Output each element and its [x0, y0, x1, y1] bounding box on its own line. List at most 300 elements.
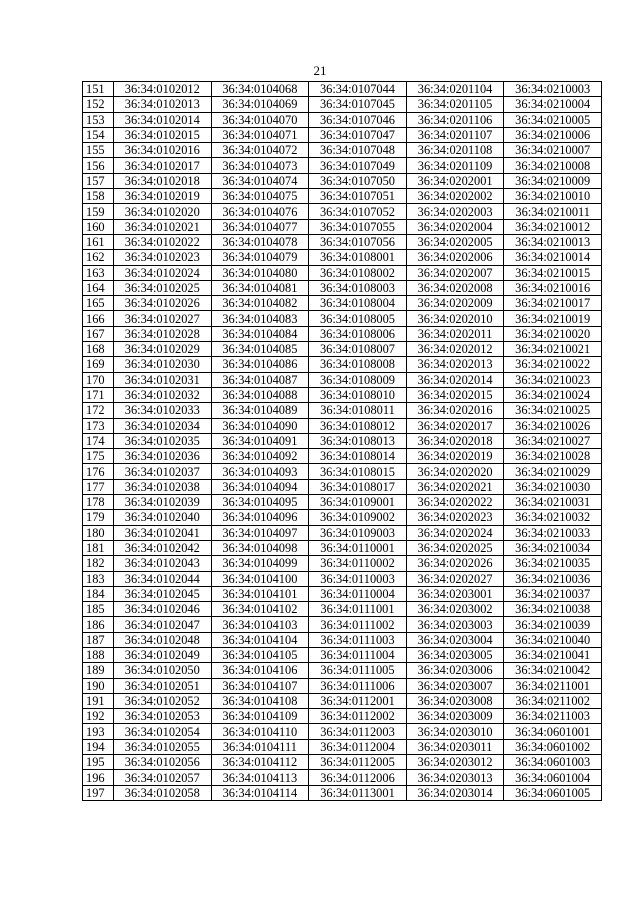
row-number-cell: 173	[83, 418, 114, 433]
table-row	[83, 479, 602, 494]
row-number-cell: 192	[83, 709, 114, 724]
table-row	[83, 173, 602, 188]
cadastral-number-cell: 36:34:0104111	[211, 739, 309, 754]
table-row	[83, 709, 602, 724]
cadastral-number-cell: 36:34:0210025	[504, 403, 602, 418]
cadastral-number-cell: 36:34:0111006	[309, 678, 407, 693]
cadastral-number-cell: 36:34:0104092	[211, 449, 309, 464]
cadastral-number-cell: 36:34:0102023	[114, 250, 212, 265]
table-row	[83, 112, 602, 127]
table-row	[83, 143, 602, 158]
row-number-cell: 166	[83, 311, 114, 326]
row-number-cell: 152	[83, 97, 114, 112]
cadastral-number-cell: 36:34:0203001	[406, 586, 504, 601]
table-row	[83, 189, 602, 204]
cadastral-number-cell: 36:34:0102032	[114, 387, 212, 402]
cadastral-number-cell: 36:34:0107056	[309, 234, 407, 249]
cadastral-number-cell: 36:34:0104090	[211, 418, 309, 433]
table-row	[83, 449, 602, 464]
row-number-cell: 165	[83, 296, 114, 311]
cadastral-number-cell: 36:34:0201109	[406, 158, 504, 173]
cadastral-number-cell: 36:34:0203006	[406, 663, 504, 678]
table-row	[83, 510, 602, 525]
row-number-cell: 174	[83, 433, 114, 448]
cadastral-number-cell: 36:34:0210042	[504, 663, 602, 678]
cadastral-number-cell: 36:34:0202002	[406, 189, 504, 204]
cadastral-number-cell: 36:34:0203010	[406, 724, 504, 739]
cadastral-number-cell: 36:34:0107045	[309, 97, 407, 112]
cadastral-number-cell: 36:34:0104074	[211, 173, 309, 188]
cadastral-number-cell: 36:34:0210038	[504, 602, 602, 617]
cadastral-number-cell: 36:34:0112001	[309, 693, 407, 708]
cadastral-number-cell: 36:34:0210024	[504, 387, 602, 402]
cadastral-number-cell: 36:34:0210032	[504, 510, 602, 525]
cadastral-number-cell: 36:34:0210033	[504, 525, 602, 540]
cadastral-number-cell: 36:34:0102057	[114, 770, 212, 785]
row-number-cell: 162	[83, 250, 114, 265]
table-row	[83, 296, 602, 311]
cadastral-number-cell: 36:34:0102016	[114, 143, 212, 158]
cadastral-number-cell: 36:34:0210034	[504, 540, 602, 555]
cadastral-number-cell: 36:34:0107044	[309, 82, 407, 97]
cadastral-quarters-table	[82, 81, 602, 801]
cadastral-number-cell: 36:34:0112005	[309, 755, 407, 770]
row-number-cell: 195	[83, 755, 114, 770]
cadastral-number-cell: 36:34:0211001	[504, 678, 602, 693]
cadastral-number-cell: 36:34:0601001	[504, 724, 602, 739]
table-row	[83, 724, 602, 739]
table-row	[83, 204, 602, 219]
cadastral-number-cell: 36:34:0102018	[114, 173, 212, 188]
cadastral-number-cell: 36:34:0102013	[114, 97, 212, 112]
cadastral-number-cell: 36:34:0202007	[406, 265, 504, 280]
cadastral-number-cell: 36:34:0108015	[309, 464, 407, 479]
cadastral-number-cell: 36:34:0102031	[114, 372, 212, 387]
cadastral-number-cell: 36:34:0102033	[114, 403, 212, 418]
cadastral-number-cell: 36:34:0202019	[406, 449, 504, 464]
cadastral-number-cell: 36:34:0203003	[406, 617, 504, 632]
cadastral-number-cell: 36:34:0210005	[504, 112, 602, 127]
cadastral-number-cell: 36:34:0102039	[114, 495, 212, 510]
table-row	[83, 647, 602, 662]
cadastral-number-cell: 36:34:0210008	[504, 158, 602, 173]
table-row	[83, 82, 602, 97]
row-number-cell: 171	[83, 387, 114, 402]
row-number-cell: 168	[83, 342, 114, 357]
cadastral-number-cell: 36:34:0102043	[114, 556, 212, 571]
table-row	[83, 418, 602, 433]
cadastral-number-cell: 36:34:0104071	[211, 127, 309, 142]
table-row	[83, 250, 602, 265]
cadastral-number-cell: 36:34:0108001	[309, 250, 407, 265]
row-number-cell: 176	[83, 464, 114, 479]
table-row	[83, 357, 602, 372]
cadastral-number-cell: 36:34:0102029	[114, 342, 212, 357]
cadastral-number-cell: 36:34:0104083	[211, 311, 309, 326]
row-number-cell: 191	[83, 693, 114, 708]
cadastral-number-cell: 36:34:0202016	[406, 403, 504, 418]
cadastral-number-cell: 36:34:0202018	[406, 433, 504, 448]
cadastral-number-cell: 36:34:0107051	[309, 189, 407, 204]
cadastral-number-cell: 36:34:0108003	[309, 280, 407, 295]
table-row	[83, 602, 602, 617]
cadastral-number-cell: 36:34:0104109	[211, 709, 309, 724]
cadastral-number-cell: 36:34:0104099	[211, 556, 309, 571]
table-row	[83, 770, 602, 785]
cadastral-number-cell: 36:34:0102052	[114, 693, 212, 708]
cadastral-number-cell: 36:34:0112004	[309, 739, 407, 754]
row-number-cell: 154	[83, 127, 114, 142]
cadastral-number-cell: 36:34:0108017	[309, 479, 407, 494]
cadastral-number-cell: 36:34:0202013	[406, 357, 504, 372]
row-number-cell: 169	[83, 357, 114, 372]
cadastral-number-cell: 36:34:0102012	[114, 82, 212, 97]
cadastral-number-cell: 36:34:0104085	[211, 342, 309, 357]
cadastral-number-cell: 36:34:0113001	[309, 785, 407, 800]
cadastral-number-cell: 36:34:0202010	[406, 311, 504, 326]
row-number-cell: 185	[83, 602, 114, 617]
cadastral-number-cell: 36:34:0104076	[211, 204, 309, 219]
table-row	[83, 127, 602, 142]
cadastral-number-cell: 36:34:0211003	[504, 709, 602, 724]
cadastral-number-cell: 36:34:0202027	[406, 571, 504, 586]
cadastral-number-cell: 36:34:0104096	[211, 510, 309, 525]
cadastral-number-cell: 36:34:0210009	[504, 173, 602, 188]
cadastral-number-cell: 36:34:0210010	[504, 189, 602, 204]
table-row	[83, 219, 602, 234]
cadastral-number-cell: 36:34:0104112	[211, 755, 309, 770]
cadastral-number-cell: 36:34:0202004	[406, 219, 504, 234]
table-row	[83, 540, 602, 555]
cadastral-number-cell: 36:34:0102058	[114, 785, 212, 800]
cadastral-number-cell: 36:34:0202009	[406, 296, 504, 311]
cadastral-number-cell: 36:34:0202011	[406, 326, 504, 341]
row-number-cell: 180	[83, 525, 114, 540]
table-row	[83, 571, 602, 586]
table-row	[83, 785, 602, 800]
cadastral-number-cell: 36:34:0203013	[406, 770, 504, 785]
cadastral-number-cell: 36:34:0102021	[114, 219, 212, 234]
cadastral-number-cell: 36:34:0108010	[309, 387, 407, 402]
cadastral-number-cell: 36:34:0210006	[504, 127, 602, 142]
cadastral-number-cell: 36:34:0104091	[211, 433, 309, 448]
row-number-cell: 155	[83, 143, 114, 158]
cadastral-number-cell: 36:34:0102028	[114, 326, 212, 341]
table-row	[83, 265, 602, 280]
table-row	[83, 97, 602, 112]
cadastral-number-cell: 36:34:0102030	[114, 357, 212, 372]
cadastral-number-cell: 36:34:0202017	[406, 418, 504, 433]
cadastral-number-cell: 36:34:0202020	[406, 464, 504, 479]
cadastral-number-cell: 36:34:0203011	[406, 739, 504, 754]
cadastral-number-cell: 36:34:0104093	[211, 464, 309, 479]
table-row	[83, 632, 602, 647]
cadastral-number-cell: 36:34:0104104	[211, 632, 309, 647]
cadastral-number-cell: 36:34:0203012	[406, 755, 504, 770]
row-number-cell: 193	[83, 724, 114, 739]
cadastral-number-cell: 36:34:0108014	[309, 449, 407, 464]
row-number-cell: 197	[83, 785, 114, 800]
cadastral-number-cell: 36:34:0102015	[114, 127, 212, 142]
cadastral-number-cell: 36:34:0203008	[406, 693, 504, 708]
cadastral-number-cell: 36:34:0108013	[309, 433, 407, 448]
cadastral-number-cell: 36:34:0201107	[406, 127, 504, 142]
table-row	[83, 525, 602, 540]
cadastral-number-cell: 36:34:0104101	[211, 586, 309, 601]
cadastral-number-cell: 36:34:0104080	[211, 265, 309, 280]
cadastral-number-cell: 36:34:0104097	[211, 525, 309, 540]
cadastral-number-cell: 36:34:0210003	[504, 82, 602, 97]
row-number-cell: 157	[83, 173, 114, 188]
cadastral-number-cell: 36:34:0210004	[504, 97, 602, 112]
row-number-cell: 182	[83, 556, 114, 571]
cadastral-number-cell: 36:34:0210026	[504, 418, 602, 433]
cadastral-number-cell: 36:34:0210007	[504, 143, 602, 158]
cadastral-number-cell: 36:34:0210039	[504, 617, 602, 632]
cadastral-number-cell: 36:34:0202023	[406, 510, 504, 525]
cadastral-number-cell: 36:34:0102022	[114, 234, 212, 249]
cadastral-number-cell: 36:34:0111004	[309, 647, 407, 662]
cadastral-number-cell: 36:34:0104070	[211, 112, 309, 127]
cadastral-number-cell: 36:34:0102019	[114, 189, 212, 204]
cadastral-number-cell: 36:34:0104075	[211, 189, 309, 204]
cadastral-number-cell: 36:34:0102040	[114, 510, 212, 525]
cadastral-number-cell: 36:34:0102035	[114, 433, 212, 448]
cadastral-number-cell: 36:34:0102045	[114, 586, 212, 601]
cadastral-number-cell: 36:34:0210023	[504, 372, 602, 387]
cadastral-number-cell: 36:34:0104100	[211, 571, 309, 586]
cadastral-number-cell: 36:34:0110001	[309, 540, 407, 555]
table-row	[83, 158, 602, 173]
row-number-cell: 167	[83, 326, 114, 341]
cadastral-number-cell: 36:34:0104105	[211, 647, 309, 662]
table-row	[83, 311, 602, 326]
cadastral-number-cell: 36:34:0111002	[309, 617, 407, 632]
cadastral-number-cell: 36:34:0104106	[211, 663, 309, 678]
cadastral-number-cell: 36:34:0601005	[504, 785, 602, 800]
cadastral-number-cell: 36:34:0210030	[504, 479, 602, 494]
cadastral-number-cell: 36:34:0203004	[406, 632, 504, 647]
cadastral-number-cell: 36:34:0201105	[406, 97, 504, 112]
cadastral-number-cell: 36:34:0102025	[114, 280, 212, 295]
table-row	[83, 617, 602, 632]
cadastral-number-cell: 36:34:0112006	[309, 770, 407, 785]
cadastral-number-cell: 36:34:0203007	[406, 678, 504, 693]
cadastral-number-cell: 36:34:0104094	[211, 479, 309, 494]
row-number-cell: 178	[83, 495, 114, 510]
row-number-cell: 156	[83, 158, 114, 173]
cadastral-number-cell: 36:34:0111003	[309, 632, 407, 647]
cadastral-number-cell: 36:34:0104114	[211, 785, 309, 800]
cadastral-number-cell: 36:34:0102048	[114, 632, 212, 647]
cadastral-number-cell: 36:34:0102036	[114, 449, 212, 464]
cadastral-number-cell: 36:34:0104108	[211, 693, 309, 708]
row-number-cell: 161	[83, 234, 114, 249]
row-number-cell: 175	[83, 449, 114, 464]
cadastral-number-cell: 36:34:0210031	[504, 495, 602, 510]
cadastral-number-cell: 36:34:0203014	[406, 785, 504, 800]
cadastral-number-cell: 36:34:0102017	[114, 158, 212, 173]
cadastral-number-cell: 36:34:0102049	[114, 647, 212, 662]
cadastral-number-cell: 36:34:0110004	[309, 586, 407, 601]
cadastral-number-cell: 36:34:0601004	[504, 770, 602, 785]
table-row	[83, 586, 602, 601]
cadastral-number-cell: 36:34:0108012	[309, 418, 407, 433]
cadastral-number-cell: 36:34:0203009	[406, 709, 504, 724]
row-number-cell: 190	[83, 678, 114, 693]
cadastral-number-cell: 36:34:0210022	[504, 357, 602, 372]
cadastral-number-cell: 36:34:0210013	[504, 234, 602, 249]
cadastral-number-cell: 36:34:0102042	[114, 540, 212, 555]
cadastral-number-cell: 36:34:0104107	[211, 678, 309, 693]
cadastral-number-cell: 36:34:0104113	[211, 770, 309, 785]
cadastral-number-cell: 36:34:0108004	[309, 296, 407, 311]
row-number-cell: 181	[83, 540, 114, 555]
table-row	[83, 342, 602, 357]
cadastral-number-cell: 36:34:0102054	[114, 724, 212, 739]
cadastral-number-cell: 36:34:0104095	[211, 495, 309, 510]
cadastral-number-cell: 36:34:0107055	[309, 219, 407, 234]
cadastral-number-cell: 36:34:0202012	[406, 342, 504, 357]
cadastral-number-cell: 36:34:0210027	[504, 433, 602, 448]
cadastral-number-cell: 36:34:0201108	[406, 143, 504, 158]
row-number-cell: 179	[83, 510, 114, 525]
cadastral-number-cell: 36:34:0104087	[211, 372, 309, 387]
cadastral-number-cell: 36:34:0210037	[504, 586, 602, 601]
cadastral-number-cell: 36:34:0104068	[211, 82, 309, 97]
cadastral-number-cell: 36:34:0210041	[504, 647, 602, 662]
cadastral-number-cell: 36:34:0104078	[211, 234, 309, 249]
cadastral-number-cell: 36:34:0104089	[211, 403, 309, 418]
cadastral-number-cell: 36:34:0104072	[211, 143, 309, 158]
cadastral-number-cell: 36:34:0210011	[504, 204, 602, 219]
cadastral-number-cell: 36:34:0210035	[504, 556, 602, 571]
cadastral-number-cell: 36:34:0104098	[211, 540, 309, 555]
row-number-cell: 158	[83, 189, 114, 204]
cadastral-number-cell: 36:34:0107049	[309, 158, 407, 173]
cadastral-number-cell: 36:34:0202008	[406, 280, 504, 295]
row-number-cell: 186	[83, 617, 114, 632]
cadastral-number-cell: 36:34:0102037	[114, 464, 212, 479]
row-number-cell: 183	[83, 571, 114, 586]
cadastral-number-cell: 36:34:0111001	[309, 602, 407, 617]
cadastral-number-cell: 36:34:0104086	[211, 357, 309, 372]
cadastral-number-cell: 36:34:0104103	[211, 617, 309, 632]
cadastral-number-cell: 36:34:0210016	[504, 280, 602, 295]
cadastral-number-cell: 36:34:0202015	[406, 387, 504, 402]
cadastral-number-cell: 36:34:0202014	[406, 372, 504, 387]
table-row	[83, 739, 602, 754]
table-body	[83, 82, 602, 801]
cadastral-number-cell: 36:34:0203005	[406, 647, 504, 662]
cadastral-number-cell: 36:34:0104102	[211, 602, 309, 617]
cadastral-number-cell: 36:34:0210015	[504, 265, 602, 280]
cadastral-number-cell: 36:34:0108011	[309, 403, 407, 418]
table-row	[83, 755, 602, 770]
table-row	[83, 433, 602, 448]
cadastral-number-cell: 36:34:0107047	[309, 127, 407, 142]
cadastral-number-cell: 36:34:0210014	[504, 250, 602, 265]
row-number-cell: 153	[83, 112, 114, 127]
table-row	[83, 693, 602, 708]
cadastral-number-cell: 36:34:0202022	[406, 495, 504, 510]
row-number-cell: 177	[83, 479, 114, 494]
cadastral-number-cell: 36:34:0104082	[211, 296, 309, 311]
table-row	[83, 372, 602, 387]
cadastral-number-cell: 36:34:0601002	[504, 739, 602, 754]
row-number-cell: 170	[83, 372, 114, 387]
table-row	[83, 678, 602, 693]
cadastral-number-cell: 36:34:0210036	[504, 571, 602, 586]
cadastral-number-cell: 36:34:0112003	[309, 724, 407, 739]
cadastral-number-cell: 36:34:0102046	[114, 602, 212, 617]
row-number-cell: 172	[83, 403, 114, 418]
cadastral-number-cell: 36:34:0102020	[114, 204, 212, 219]
cadastral-number-cell: 36:34:0202025	[406, 540, 504, 555]
row-number-cell: 187	[83, 632, 114, 647]
table-row	[83, 280, 602, 295]
row-number-cell: 194	[83, 739, 114, 754]
cadastral-number-cell: 36:34:0102014	[114, 112, 212, 127]
cadastral-number-cell: 36:34:0108008	[309, 357, 407, 372]
row-number-cell: 159	[83, 204, 114, 219]
cadastral-number-cell: 36:34:0210012	[504, 219, 602, 234]
row-number-cell: 160	[83, 219, 114, 234]
cadastral-number-cell: 36:34:0210017	[504, 296, 602, 311]
cadastral-number-cell: 36:34:0102047	[114, 617, 212, 632]
cadastral-number-cell: 36:34:0202003	[406, 204, 504, 219]
row-number-cell: 151	[83, 82, 114, 97]
cadastral-number-cell: 36:34:0107050	[309, 173, 407, 188]
cadastral-number-cell: 36:34:0202026	[406, 556, 504, 571]
cadastral-number-cell: 36:34:0104081	[211, 280, 309, 295]
cadastral-number-cell: 36:34:0210020	[504, 326, 602, 341]
cadastral-number-cell: 36:34:0601003	[504, 755, 602, 770]
cadastral-number-cell: 36:34:0211002	[504, 693, 602, 708]
cadastral-number-cell: 36:34:0102055	[114, 739, 212, 754]
row-number-cell: 196	[83, 770, 114, 785]
cadastral-number-cell: 36:34:0203002	[406, 602, 504, 617]
cadastral-number-cell: 36:34:0109002	[309, 510, 407, 525]
cadastral-number-cell: 36:34:0102034	[114, 418, 212, 433]
table-row	[83, 387, 602, 402]
cadastral-number-cell: 36:34:0202006	[406, 250, 504, 265]
cadastral-number-cell: 36:34:0104079	[211, 250, 309, 265]
cadastral-number-cell: 36:34:0110002	[309, 556, 407, 571]
cadastral-number-cell: 36:34:0102024	[114, 265, 212, 280]
cadastral-number-cell: 36:34:0202001	[406, 173, 504, 188]
cadastral-number-cell: 36:34:0102044	[114, 571, 212, 586]
row-number-cell: 164	[83, 280, 114, 295]
cadastral-number-cell: 36:34:0210028	[504, 449, 602, 464]
cadastral-number-cell: 36:34:0202024	[406, 525, 504, 540]
row-number-cell: 184	[83, 586, 114, 601]
cadastral-number-cell: 36:34:0102056	[114, 755, 212, 770]
cadastral-number-cell: 36:34:0202021	[406, 479, 504, 494]
cadastral-number-cell: 36:34:0201104	[406, 82, 504, 97]
cadastral-number-cell: 36:34:0210040	[504, 632, 602, 647]
cadastral-number-cell: 36:34:0104077	[211, 219, 309, 234]
cadastral-number-cell: 36:34:0102050	[114, 663, 212, 678]
cadastral-number-cell: 36:34:0112002	[309, 709, 407, 724]
cadastral-number-cell: 36:34:0109001	[309, 495, 407, 510]
cadastral-number-cell: 36:34:0109003	[309, 525, 407, 540]
cadastral-number-cell: 36:34:0102027	[114, 311, 212, 326]
table-row	[83, 663, 602, 678]
cadastral-number-cell: 36:34:0108002	[309, 265, 407, 280]
table-row	[83, 495, 602, 510]
cadastral-number-cell: 36:34:0102053	[114, 709, 212, 724]
